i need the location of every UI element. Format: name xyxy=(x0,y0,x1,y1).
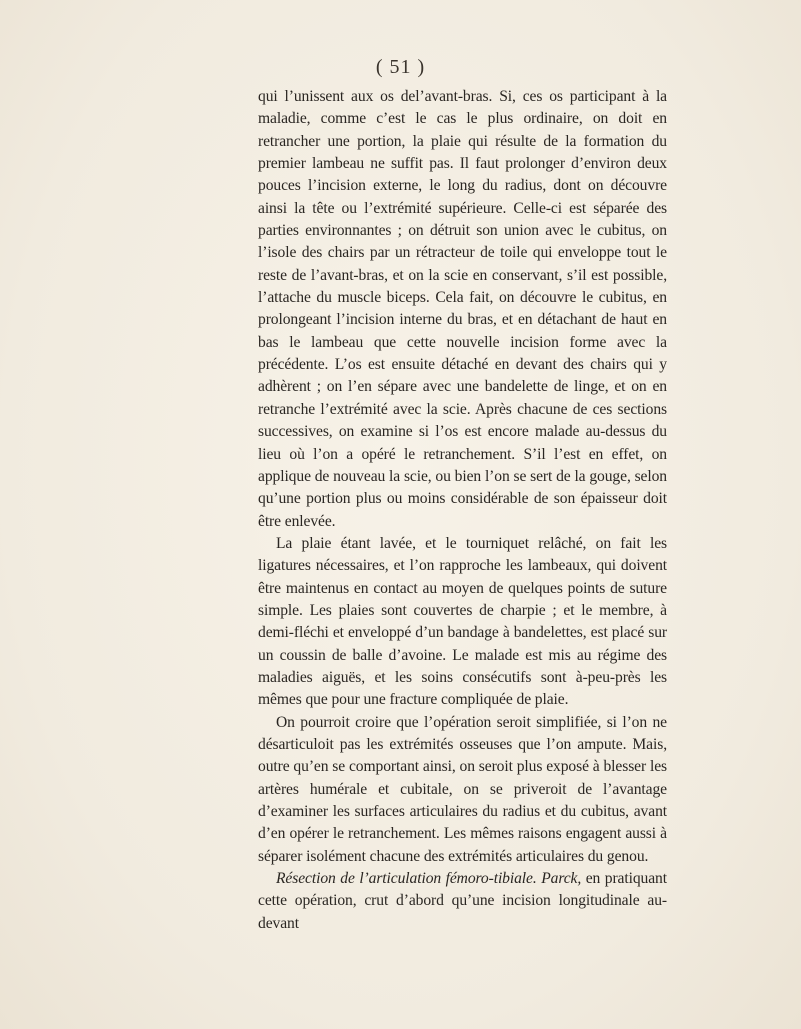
paragraph-2: La plaie étant lavée, et le tourniquet relâché, on fait les ligatures nécessaires, et l’on rapproche les lambeaux, qui doivent être maintenus en contact au moyen de quelques points de suture simple. Les plaies sont couvertes de charpie ; et le membre, à demi-fléchi et enveloppé d’un bandage à bandelettes, est placé sur un coussin de balle d’avoine. Le malade est mis au régime des maladies aiguës, et les soins consécutifs sont à-peu-près les mêmes que pour une fracture compliquée de plaie. xyxy=(258,534,667,709)
paragraph-3: On pourroit croire que l’opération seroit simplifiée, si l’on ne désarticuloit pas les extrémités osseuses que l’on ampute. Mais, outre qu’en se comportant ainsi, on seroit plus exposé à blesser les artères humérale et cubitale, on se priveroit de l’avantage d’examiner les surfaces articulaires du radius et du cubitus, avant d’en opérer le retranchement. Les mêmes raisons engagent aussi à séparer isolément chacune des extrémités articulaires du genou. xyxy=(258,713,667,865)
paragraph-4-text: en pratiquant cette opération, crut d’abord qu’une incision longitudinale au-devant xyxy=(258,870,667,932)
paragraph-1: qui l’unissent aux os del’avant-bras. Si, ces os participant à la maladie, comme c’est le cas le plus ordinaire, on doit en retrancher une portion, la plaie qui résulte de la formation du premier lambeau ne suffit pas. Il faut prolonger d’environ deux pouces l’incision externe, le long du radius, dont on découvre ainsi la tête ou l’extrémité supérieure. Celle-ci est séparée des parties environnantes ; on détruit son union avec le cubitus, on l’isole des chairs par un rétracteur de toile qui enveloppe tout le reste de l’avant-bras, et on la scie en conservant, s’il est possible, l’attache du muscle biceps. Cela fait, on découvre le cubitus, en prolongeant l’incision interne du bras, et en détachant de haut en bas le lambeau que cette nouvelle incision forme avec la précédente. L’os est ensuite détaché en devant des chairs qui y adhèrent ; on l’en sépare avec une bandelette de linge, et on en retranche l’extrémité avec la scie. Après chacune de ces sections successives, on examine si l’os est encore malade au-dessus du lieu où l’on a opéré le retranchement. S’il l’est en effet, on applique de nouveau la scie, ou bien l’on se sert de la gouge, selon qu’une portion plus ou moins considérable de son épaisseur doit être enlevée. xyxy=(258,88,667,530)
section-heading-italic: Résection de l’articulation fémoro-tibiale. Parck, xyxy=(276,870,582,888)
body-text xyxy=(258,86,667,935)
paragraph-4 xyxy=(258,868,667,935)
page-number: ( 51 ) xyxy=(375,56,426,78)
